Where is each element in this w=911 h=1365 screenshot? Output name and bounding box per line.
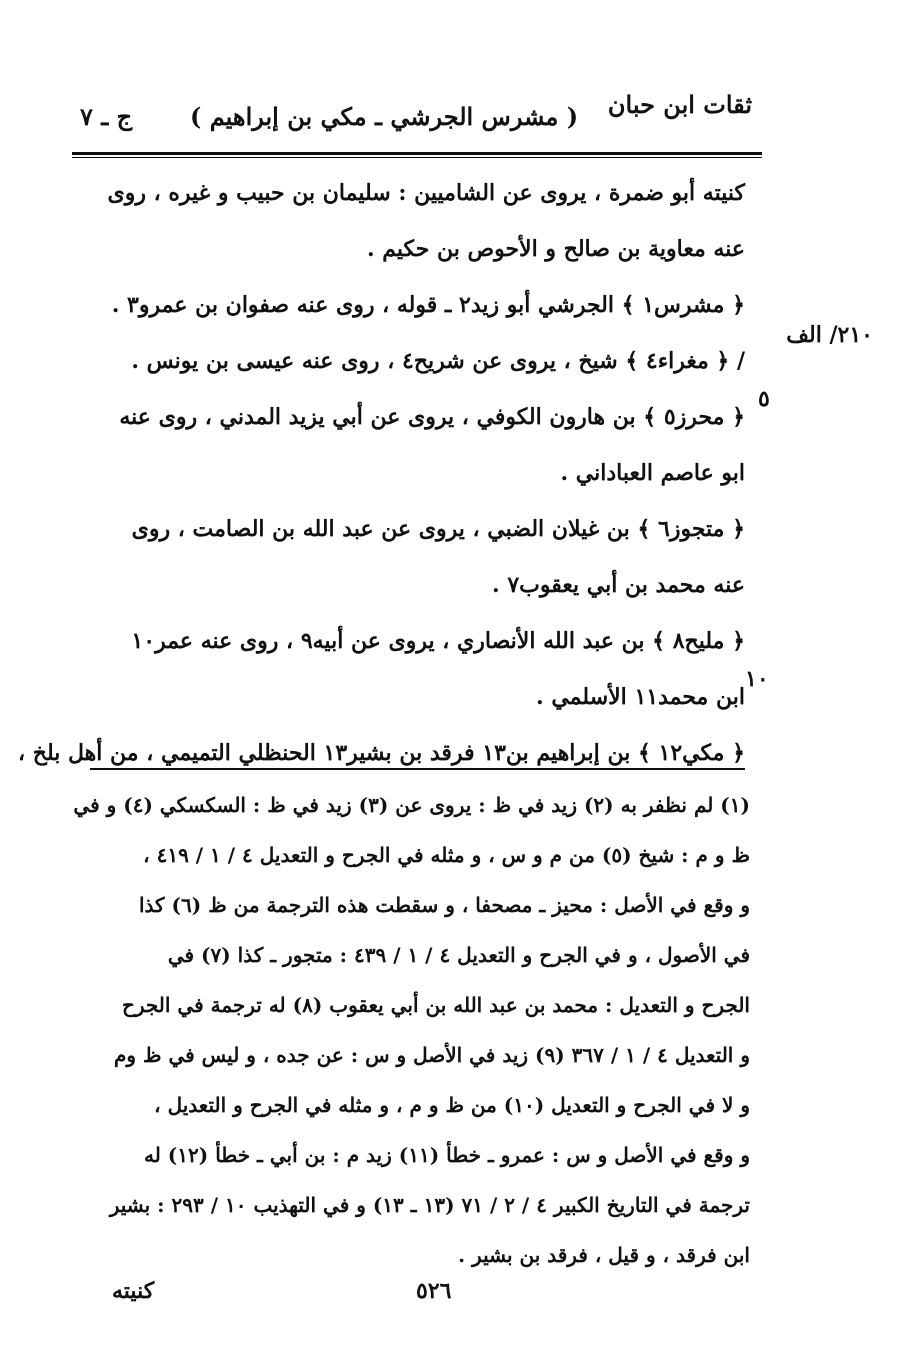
footnote-line: ابن فرقد ، و قيل ، فرقد بن بشير . (458, 1243, 750, 1267)
catchword: كنيته (112, 1278, 155, 1304)
footnote-line: (١) لم نظفر به (٢) زيد في ظ : يروى عن (٣) زيد في ظ : السكسكي (٤) و في (73, 793, 750, 817)
line-number-10: ١٠ (745, 666, 769, 692)
footnote-line: و لا في الجرح و التعديل (١٠) من ظ و م ، و مثله في الجرح و التعديل ، (154, 1093, 750, 1117)
footnotes (73, 780, 750, 1280)
text-line: عنه معاوية بن صالح و الأحوص بن حكيم . (366, 236, 745, 262)
text-line: ﴿ محرز٥ ﴾ بن هارون الكوفي ، يروى عن أبي يزيد المدني ، روى عنه (119, 404, 745, 430)
line-number-5: ٥ (758, 386, 770, 412)
page-number: ٥٢٦ (416, 1278, 452, 1304)
footnote-line: و وقع في الأصل : محيز ـ مصحفا ، و سقطت هذه الترجمة من ظ (٦) كذا (139, 893, 750, 917)
text-line: كنيته أبو ضمرة ، يروى عن الشاميين : سليمان بن حبيب و غيره ، روى (107, 180, 745, 206)
text-line: ﴿ متجوز٦ ﴾ بن غيلان الضبي ، يروى عن عبد الله بن الصامت ، روى (131, 516, 745, 542)
footnote-separator (90, 768, 745, 770)
main-text (17, 165, 745, 781)
header-rule-thick (72, 152, 762, 155)
volume-number: ج ـ ٧ (80, 102, 133, 131)
footnote-line: ظ و م : شيخ (٥) من م و س ، و مثله في الجرح و التعديل ٤ / ١ / ٤١٩ ، (143, 843, 750, 867)
running-header-title: ثقات ابن حبان (607, 90, 752, 119)
footnote-line: في الأصول ، و في الجرح و التعديل ٤ / ١ / ٤٣٩ : متجور ـ كذا (٧) في (167, 943, 750, 967)
text-line: / ﴿ مغراء٤ ﴾ شيخ ، يروى عن شريح٤ ، روى عنه عيسى بن يونس . (131, 348, 745, 374)
running-header-subtitle: ( مشرس الجرشي ـ مكي بن إبراهيم ) (190, 102, 579, 131)
header-rule-thin (72, 157, 762, 158)
footnote-line: ترجمة في التاريخ الكبير ٤ / ٢ / ٧١ (١٣ ـ ١٣) و في التهذيب ١٠ / ٢٩٣ : بشير (109, 1193, 750, 1217)
text-line: ابو عاصم العباداني . (560, 460, 745, 486)
footnote-line: و وقع في الأصل و س : عمرو ـ خطأ (١١) زيد م : بن أبي ـ خطأ (١٢) له (144, 1143, 750, 1167)
running-header (72, 84, 752, 134)
text-line: ﴿ مليح٨ ﴾ بن عبد الله الأنصاري ، يروى عن أبيه٩ ، روى عنه عمر١٠ (131, 628, 745, 654)
text-line: ابن محمد١١ الأسلمي . (536, 684, 745, 710)
margin-folio-note: ٢١٠/ الف (786, 322, 873, 348)
text-line: ﴿ مشرس١ ﴾ الجرشي أبو زيد٢ ـ قوله ، روى عنه صفوان بن عمرو٣ . (111, 292, 745, 318)
footnote-line: الجرح و التعديل : محمد بن عبد الله بن أبي يعقوب (٨) له ترجمة في الجرح (121, 993, 750, 1017)
text-line: عنه محمد بن أبي يعقوب٧ . (492, 572, 745, 598)
text-line: ﴿ مكي١٢ ﴾ بن إبراهيم بن١٣ فرقد بن بشير١٣ الحنظلي التميمي ، من أهل بلخ ، (17, 740, 745, 766)
footnote-line: و التعديل ٤ / ١ / ٣٦٧ (٩) زيد في الأصل و س : عن جده ، و ليس في ظ وم (114, 1043, 750, 1067)
